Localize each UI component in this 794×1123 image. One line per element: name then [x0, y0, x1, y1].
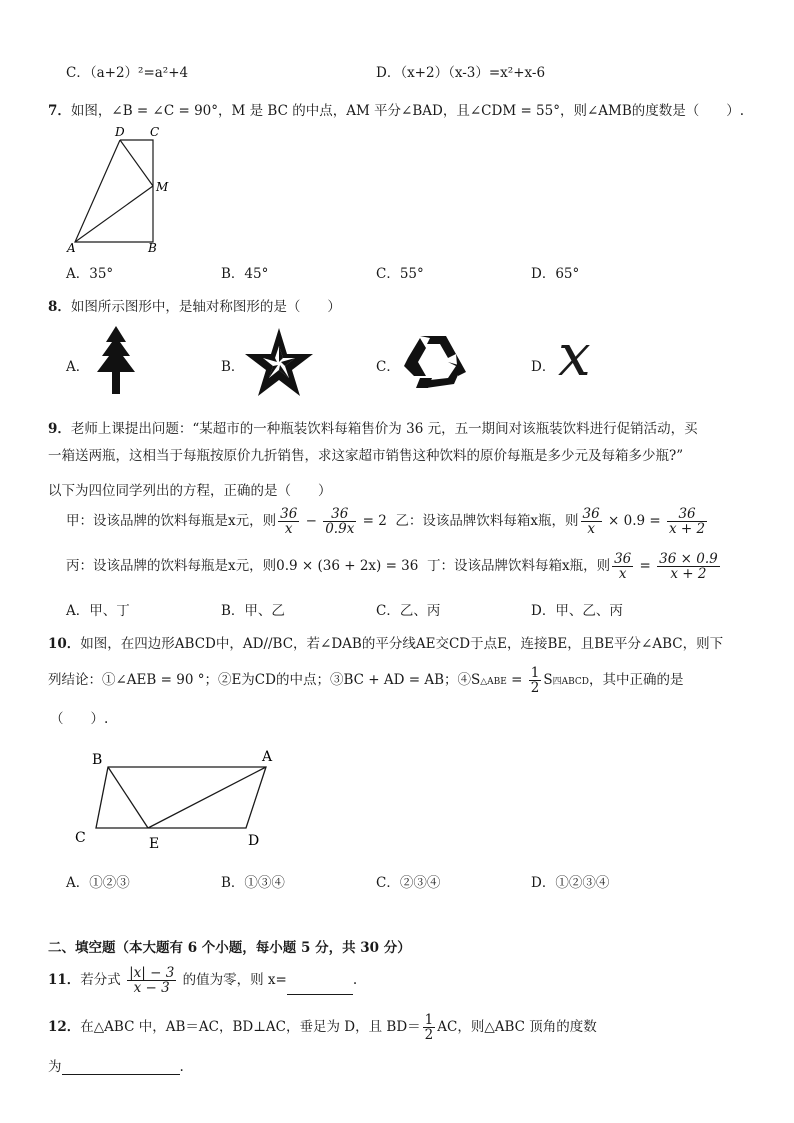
q9-jia-yi-row: 甲：设该品牌的饮料每瓶是x元，则 $\frac{36}{x}$ − $\frac{36}{0.9x}$ = 2 乙：设该品牌饮料每箱x瓶，则 $\frac{36}{x}$ × 0.9 = $\frac{36}{x + 2}$ — [66, 506, 706, 538]
q10-line2: 列结论：①∠AEB = 90 °；②E为CD的中点；③BC + AD = AB；④S△ABE = $\frac{1}{2}$ S四ABCD，其中正确的是 — [48, 665, 684, 697]
q10-label-d: D — [248, 833, 260, 849]
q6-option-c: C．（a+2）²=a²+4 — [66, 65, 189, 81]
q7-label-a: A — [67, 241, 76, 254]
star-icon — [243, 326, 315, 398]
q11-fraction: $\frac{|x| - 3}{x - 3}$ — [129, 965, 175, 997]
q10-label-c: C — [75, 830, 86, 846]
q9-jia-prefix: 甲：设该品牌的饮料每瓶是x元，则 — [66, 513, 277, 530]
q9-number: 9． — [48, 421, 71, 437]
q12-line2: 为 . — [48, 1059, 184, 1075]
q9-option-b: B．甲、乙 — [221, 603, 285, 619]
script-x-icon: x — [558, 321, 591, 389]
q7-text: 如图，∠B = ∠C = 90°，M 是 BC 的中点，AM 平分∠BAD，且∠CDM = 55°，则∠AMB的度数是（ ）. — [70, 103, 745, 119]
q9-line3: 以下为四位同学列出的方程，正确的是（ ） — [48, 483, 332, 499]
q12-number: 12． — [48, 1019, 81, 1036]
q11-question: 11．若分式 $\frac{|x| - 3}{x - 3}$ 的值为零，则 x= . — [48, 965, 358, 997]
recycle-icon — [400, 332, 468, 392]
q10-option-c: C．②③④ — [376, 875, 441, 891]
q7-label-d: D — [115, 125, 125, 139]
q9-yi-prefix: 乙：设该品牌饮料每箱x瓶，则 — [395, 513, 579, 530]
q10-option-d: D．①②③④ — [531, 875, 610, 891]
q10-option-a: A．①②③ — [66, 875, 130, 891]
q10-label-a: A — [262, 749, 273, 765]
q9-ding-frac2: $\frac{36 \times 0.9}{x + 2}$ — [659, 551, 718, 583]
q8-number: 8． — [48, 299, 71, 315]
q10-sub-abe: △ABE — [480, 677, 507, 688]
q9-jia-eq-tail: = 2 — [362, 513, 387, 530]
q9-ding-frac1: $\frac{36}{x}$ — [614, 551, 632, 583]
q7-label-c: C — [150, 125, 160, 139]
q10-trapezoid — [96, 767, 266, 828]
q10-option-b: B．①③④ — [221, 875, 285, 891]
q9-bing-ding-row: 丙：设该品牌的饮料每瓶是x元，则0.9 × (36 + 2x) = 36 丁：设该品牌饮料每箱x瓶，则 $\frac{36}{x}$ = $\frac{36 \times 0.9}{x + 2}$ — [66, 551, 718, 583]
q11-answer-blank[interactable] — [287, 980, 353, 995]
q9-bing: 丙：设该品牌的饮料每瓶是x元，则0.9 × (36 + 2x) = 36 — [66, 558, 419, 575]
q7-option-b: B．45° — [221, 266, 269, 282]
q10-label-b: B — [92, 752, 103, 768]
q7-option-c: C．55° — [376, 266, 424, 282]
q7-segment-dm — [120, 140, 153, 186]
q7-figure — [60, 122, 180, 254]
q10-figure — [70, 745, 280, 853]
q8-option-d: D． — [531, 359, 556, 375]
q9-option-d: D．甲、乙、丙 — [531, 603, 623, 619]
q7-option-d: D．65° — [531, 266, 580, 282]
q10-number: 10． — [48, 636, 81, 652]
q9-line2: 一箱送两瓶，这相当于每瓶按原价九折销售，求这家超市销售这种饮料的原价每瓶是多少元及每箱多少瓶?” — [48, 448, 684, 464]
section2-title: 二、填空题（本大题有 6 个小题，每小题 5 分，共 30 分） — [48, 940, 411, 956]
q9-yi-frac2: $\frac{36}{x + 2}$ — [669, 506, 706, 538]
q7-quadrilateral — [75, 140, 153, 242]
q9-yi-eq-mid: × 0.9 = — [608, 513, 661, 530]
q10-label-e: E — [149, 836, 160, 852]
q9-jia-frac1: $\frac{36}{x}$ — [280, 506, 298, 538]
q9-ding-prefix: 丁：设该品牌饮料每箱x瓶，则 — [426, 558, 611, 575]
q9-yi-frac1: $\frac{36}{x}$ — [582, 506, 600, 538]
q10-line1: 10．如图，在四边形ABCD中，AD//BC，若∠DAB的平分线AE交CD于点E，连接BE，且BE平分∠ABC，则下 — [48, 636, 724, 652]
q8-option-a: A． — [66, 359, 90, 375]
q8-text: 如图所示图形中，是轴对称图形的是（ ） — [70, 299, 341, 315]
q7-question — [48, 99, 744, 119]
q10-segment-be — [108, 767, 148, 828]
q10-half: $\frac{1}{2}$ — [530, 665, 540, 697]
q10-line3: （ ）. — [50, 711, 109, 727]
q11-number: 11． — [48, 972, 81, 989]
q12-answer-blank[interactable] — [62, 1060, 180, 1075]
q7-option-a: A．35° — [66, 266, 114, 282]
q6-option-d: D．（x+2）（x-3）=x²+x-6 — [376, 65, 546, 81]
q7-label-m: M — [156, 180, 169, 194]
q12-line1: 12．在△ABC 中，AB＝AC，BD⊥AC，垂足为 D，且 BD＝ $\frac{1}{2}$ AC，则△ABC 顶角的度数 — [48, 1012, 597, 1044]
q10-segment-ae — [148, 767, 266, 828]
q10-sub-abcd: 四ABCD — [552, 677, 589, 688]
tree-icon — [92, 326, 140, 396]
q9-line1: 9．老师上课提出问题：“某超市的一种瓶装饮料每箱售价为 36 元，五一期间对该瓶装饮料进行促销活动，买 — [48, 421, 698, 437]
q12-half: $\frac{1}{2}$ — [424, 1012, 434, 1044]
q8-option-b: B． — [221, 359, 245, 375]
q7-label-b: B — [148, 241, 157, 254]
q8-option-c: C． — [376, 359, 400, 375]
q9-option-a: A．甲、丁 — [66, 603, 130, 619]
q9-option-c: C．乙、丙 — [376, 603, 441, 619]
q7-number: 7． — [48, 103, 71, 119]
q8-question — [48, 295, 341, 315]
q9-jia-frac2: $\frac{36}{0.9x}$ — [325, 506, 355, 538]
